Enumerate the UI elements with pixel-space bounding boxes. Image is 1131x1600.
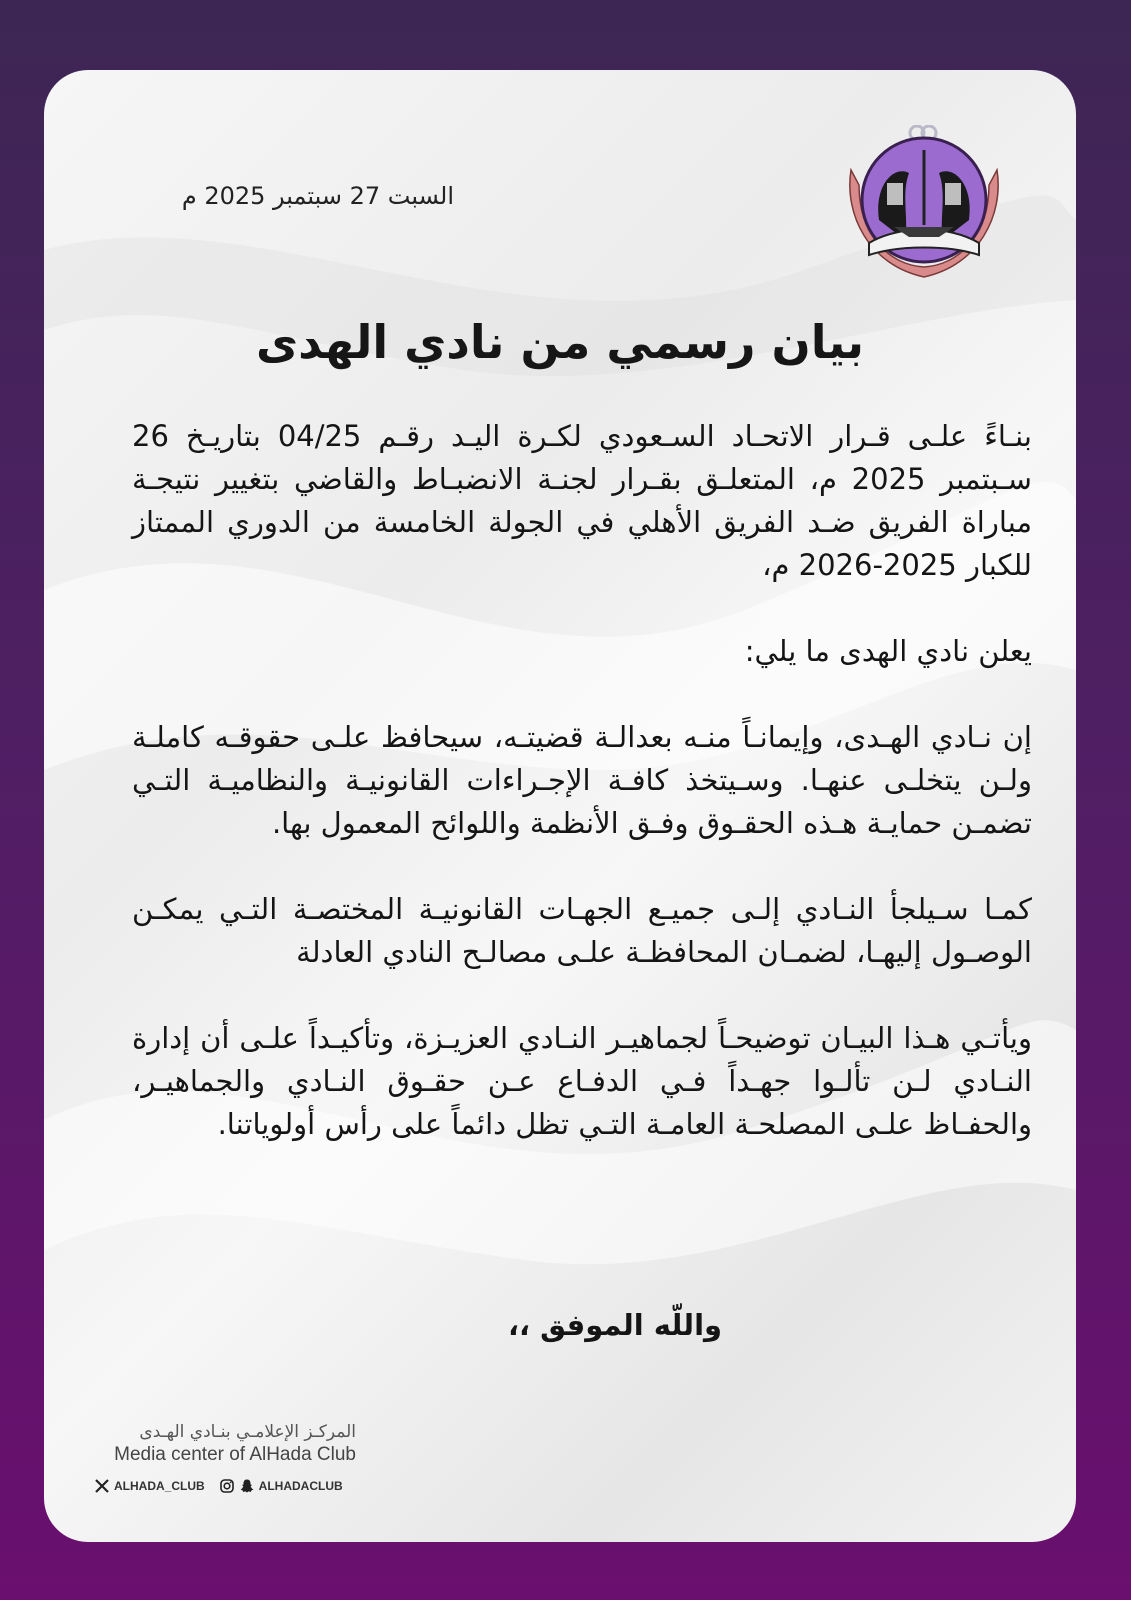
statement-body — [132, 415, 1032, 1189]
paragraph-legal: كمـا سـيلجأ النـادي إلـى جميـع الجهـات القانونيـة المختصـة التـي يمكـن الوصـول إليهـا، لضمـان المحافظـة علـى مصالـح النادي العادلة — [132, 892, 1032, 969]
media-center-arabic: المركـز الإعلامـي بنـادي الهـدى — [139, 1422, 356, 1442]
x-link[interactable] — [94, 1478, 205, 1494]
insta-snap-handle: ALHADACLUB — [258, 1479, 343, 1493]
statement-date: السبت 27 سبتمبر 2025 م — [181, 182, 454, 210]
instagram-icon — [219, 1478, 235, 1494]
snapchat-icon — [239, 1478, 255, 1494]
statement-card — [44, 70, 1076, 1542]
x-icon — [94, 1478, 110, 1494]
x-handle: ALHADA_CLUB — [114, 1479, 205, 1493]
paragraph-announcement: يعلن نادي الهدى ما يلي: — [744, 634, 1032, 668]
instagram-snapchat-link[interactable] — [219, 1478, 343, 1494]
closing-line: واللّه الموفق ،، — [507, 1308, 723, 1342]
page-title: بيان رسمي من نادي الهدى — [255, 315, 865, 369]
media-center-english: Media center of AlHada Club — [114, 1444, 356, 1465]
paragraph-rights: إن نـادي الهـدى، وإيمانـاً منـه بعدالـة قضيتـه، سيحافظ علـى حقوقـه كاملـة ولـن يتخلـى عنهـا. وسـيتخذ كافـة الإجـراءات القانونيـة والنظاميـة التـي تضمـن حمايـة هـذه الحقـوق وفـق الأنظمة واللوائح المعمول بها. — [132, 720, 1032, 840]
paragraph-decision: بنـاءً علـى قـرار الاتحـاد السـعودي لكـرة اليـد رقـم 04/25 بتاريـخ 26 سـبتمبر 2025 م، المتعلـق بقـرار لجنـة الانضبـاط والقاضي بتغيير نتيجـة مباراة الفريق ضـد الفريق الأهلي في الجولة الخامسة من الدوري الممتاز للكبار 2025-2026 م، — [132, 419, 1033, 582]
footer — [94, 1422, 374, 1494]
social-links — [94, 1478, 374, 1494]
club-logo — [839, 125, 1009, 285]
paragraph-fans: ويأتـي هـذا البيـان توضيحـاً لجماهيـر النـادي العزيـزة، وتأكيـداً علـى أن إدارة النـادي لـن تألـوا جهـداً فـي الدفـاع عـن حقـوق النـادي والجماهيـر، والحفـاظ علـى المصلحـة العامـة التـي تظل دائماً على رأس أولوياتنا. — [132, 1021, 1032, 1141]
